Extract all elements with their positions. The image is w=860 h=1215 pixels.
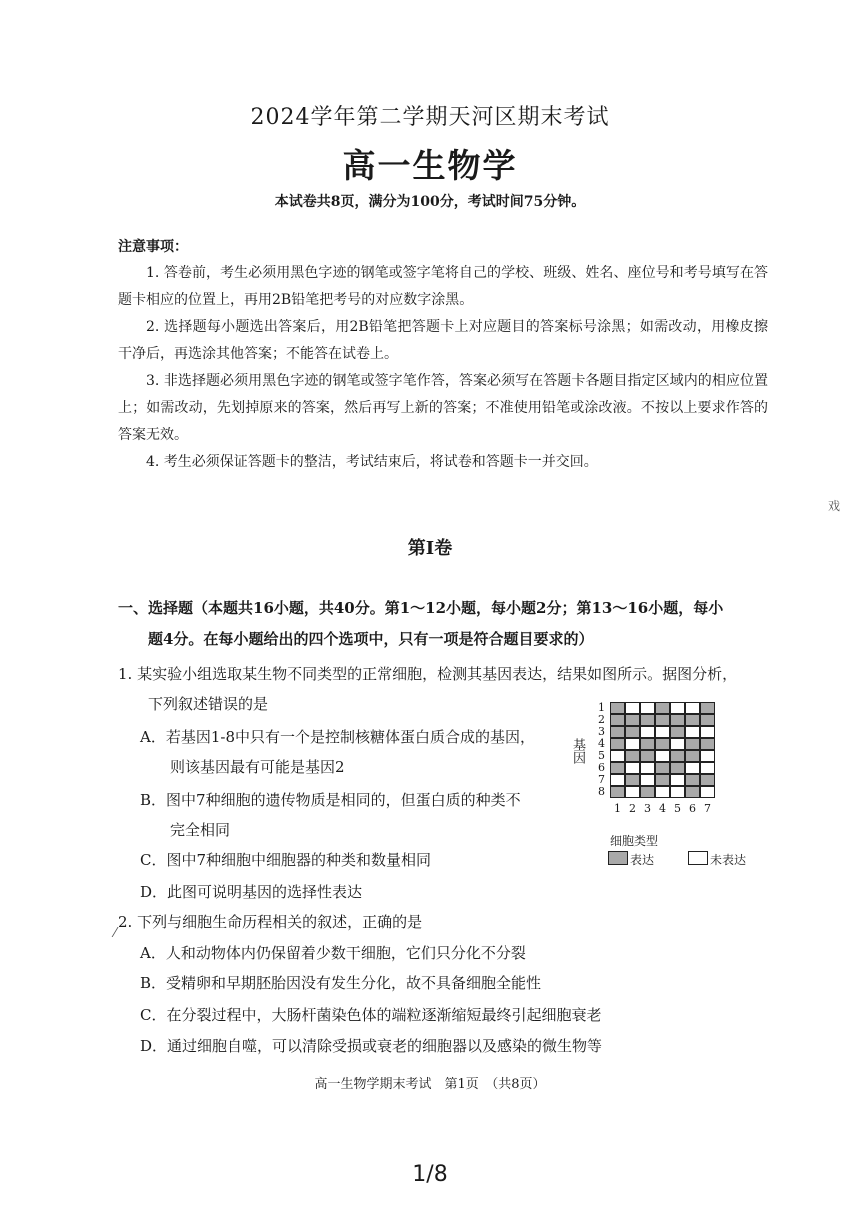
note-item: 2. 选择题每小题选出答案后，用2B铅笔把答题卡上对应题目的答案标号涂黑；如需改动，用橡皮擦干净后，再选涂其他答案；不能答在试卷上。	[118, 319, 768, 362]
grid-cell	[685, 750, 700, 762]
grid-cell	[610, 786, 625, 798]
note-item: 4. 考生必须保证答题卡的整洁，考试结束后，将试卷和答题卡一并交回。	[146, 454, 598, 470]
grid-cell	[655, 786, 670, 798]
exam-info: 本试卷共8页，满分为100分，考试时间75分钟。	[274, 194, 586, 210]
cell-type-tick-label: 2	[629, 802, 636, 815]
grid-cell	[655, 738, 670, 750]
grid-cell	[625, 774, 640, 786]
gene-tick-label: 2	[598, 713, 605, 726]
q1-option-c: C．图中7种细胞中细胞器的种类和数量相同	[140, 851, 432, 869]
grid-cell	[700, 774, 715, 786]
part-heading	[118, 593, 768, 655]
grid-cell	[640, 762, 655, 774]
grid-cell	[670, 774, 685, 786]
legend-expressed-label: 表达	[630, 853, 655, 867]
q2-option-c: C．在分裂过程中，大肠杆菌染色体的端粒逐渐缩短最终引起细胞衰老	[140, 1006, 602, 1024]
cell-type-tick-label: 3	[644, 802, 651, 815]
grid-cell	[685, 702, 700, 714]
subject-title: 高一生物学	[342, 146, 518, 185]
q2-stem: 2. 下列与细胞生命历程相关的叙述，正确的是	[118, 913, 423, 931]
grid-cell	[700, 750, 715, 762]
gene-tick-label: 5	[598, 749, 605, 762]
grid-cell	[670, 786, 685, 798]
grid-cell	[685, 786, 700, 798]
cell-type-tick-label: 4	[659, 802, 666, 815]
grid-cell	[670, 762, 685, 774]
grid-cell	[670, 750, 685, 762]
grid-cell	[670, 738, 685, 750]
grid-cell	[640, 714, 655, 726]
grid-cell	[655, 762, 670, 774]
note-item: 1. 答卷前，考生必须用黑色字迹的钢笔或签字笔将自己的学校、班级、姓名、座位号和考号填写在答题卡相应的位置上，再用2B铅笔把考号的对应数字涂黑。	[118, 265, 768, 308]
grid-cell	[640, 750, 655, 762]
grid-cell	[700, 702, 715, 714]
q1-option-b-cont: 完全相同	[170, 821, 231, 839]
gene-expression-figure	[570, 698, 768, 888]
grid-cell	[640, 738, 655, 750]
gene-axis-label: 基因	[570, 738, 585, 764]
grid-cell	[700, 762, 715, 774]
grid-cell	[625, 786, 640, 798]
part-heading-line: 一、选择题（本题共16小题，共40分。第1～12小题，每小题2分；第13～16小题，每小	[118, 599, 724, 617]
grid-cell	[625, 738, 640, 750]
exam-title: 2024学年第二学期天河区期末考试	[250, 105, 610, 130]
grid-cell	[685, 714, 700, 726]
margin-mark: 戏	[828, 499, 841, 513]
grid-cell	[655, 726, 670, 738]
grid-cell	[655, 702, 670, 714]
q1-option-a: A．若基因1-8中只有一个是控制核糖体蛋白质合成的基因，	[140, 728, 535, 746]
grid-cell	[685, 738, 700, 750]
notes-list	[118, 260, 768, 476]
cell-type-tick-label: 1	[614, 802, 621, 815]
grid-cell	[655, 750, 670, 762]
q1-option-d: D．此图可说明基因的选择性表达	[140, 883, 363, 901]
page-number: 1/8	[412, 1162, 448, 1187]
grid-cell	[610, 714, 625, 726]
grid-cell	[700, 726, 715, 738]
grid-cell	[700, 786, 715, 798]
grid-cell	[640, 726, 655, 738]
grid-cell	[640, 774, 655, 786]
grid-cell	[625, 702, 640, 714]
notes-heading: 注意事项：	[118, 239, 188, 255]
q1-option-b: B．图中7种细胞的遗传物质是相同的，但蛋白质的种类不	[140, 791, 521, 809]
pen-mark: ⁄	[114, 926, 117, 941]
part-heading-line: 题4分。在每小题给出的四个选项中，只有一项是符合题目要求的）	[148, 630, 594, 648]
q2-option-b: B．受精卵和早期胚胎因没有发生分化，故不具备细胞全能性	[140, 974, 542, 992]
grid-cell	[685, 762, 700, 774]
cell-type-tick-label: 5	[674, 802, 681, 815]
q1-stem-line: 下列叙述错误的是	[148, 695, 269, 713]
q2-option-d: D．通过细胞自噬，可以清除受损或衰老的细胞器以及感染的微生物等	[140, 1037, 603, 1055]
gene-tick-label: 3	[598, 725, 605, 738]
grid-cell	[625, 762, 640, 774]
grid-cell	[700, 714, 715, 726]
grid-cell	[670, 726, 685, 738]
grid-cell	[610, 750, 625, 762]
grid-cell	[610, 738, 625, 750]
grid-cell	[655, 714, 670, 726]
q2-option-a: A．人和动物体内仍保留着少数干细胞，它们只分化不分裂	[140, 944, 526, 962]
grid-cell	[610, 702, 625, 714]
section-title: 第I卷	[407, 538, 453, 559]
page-footer: 高一生物学期末考试 第1页 （共8页）	[314, 1077, 546, 1092]
grid-cell	[610, 774, 625, 786]
grid-cell	[625, 750, 640, 762]
grid-cell	[670, 714, 685, 726]
cell-type-axis-label: 细胞类型	[610, 834, 659, 848]
grid-cell	[670, 702, 685, 714]
gene-tick-label: 4	[598, 737, 605, 750]
legend-not-expressed-label: 未表达	[710, 853, 747, 867]
legend-expressed-swatch	[608, 851, 628, 865]
gene-tick-label: 6	[598, 761, 605, 774]
q1-option-a-cont: 则该基因最有可能是基因2	[170, 758, 345, 776]
grid-cell	[625, 714, 640, 726]
grid-cell	[655, 774, 670, 786]
grid-cell	[685, 774, 700, 786]
cell-type-tick-label: 6	[689, 802, 696, 815]
cell-type-tick-label: 7	[704, 802, 711, 815]
q1-stem-line: 1. 某实验小组选取某生物不同类型的正常细胞，检测其基因表达，结果如图所示。据图分析，	[118, 665, 738, 683]
grid-cell	[640, 786, 655, 798]
grid-cell	[610, 762, 625, 774]
gene-tick-label: 8	[598, 785, 605, 798]
gene-tick-label: 7	[598, 773, 605, 786]
legend-not-expressed-swatch	[688, 851, 708, 865]
gene-tick-label: 1	[598, 701, 605, 714]
grid-cell	[610, 726, 625, 738]
note-item: 3. 非选择题必须用黑色字迹的钢笔或签字笔作答，答案必须写在答题卡各题目指定区域内的相应位置上；如需改动，先划掉原来的答案，然后再写上新的答案；不准使用铅笔或涂改液。不按以上要求作答的答案无效。	[118, 373, 768, 443]
grid-cell	[685, 726, 700, 738]
grid-cell	[700, 738, 715, 750]
grid-cell	[625, 726, 640, 738]
grid-cell	[640, 702, 655, 714]
